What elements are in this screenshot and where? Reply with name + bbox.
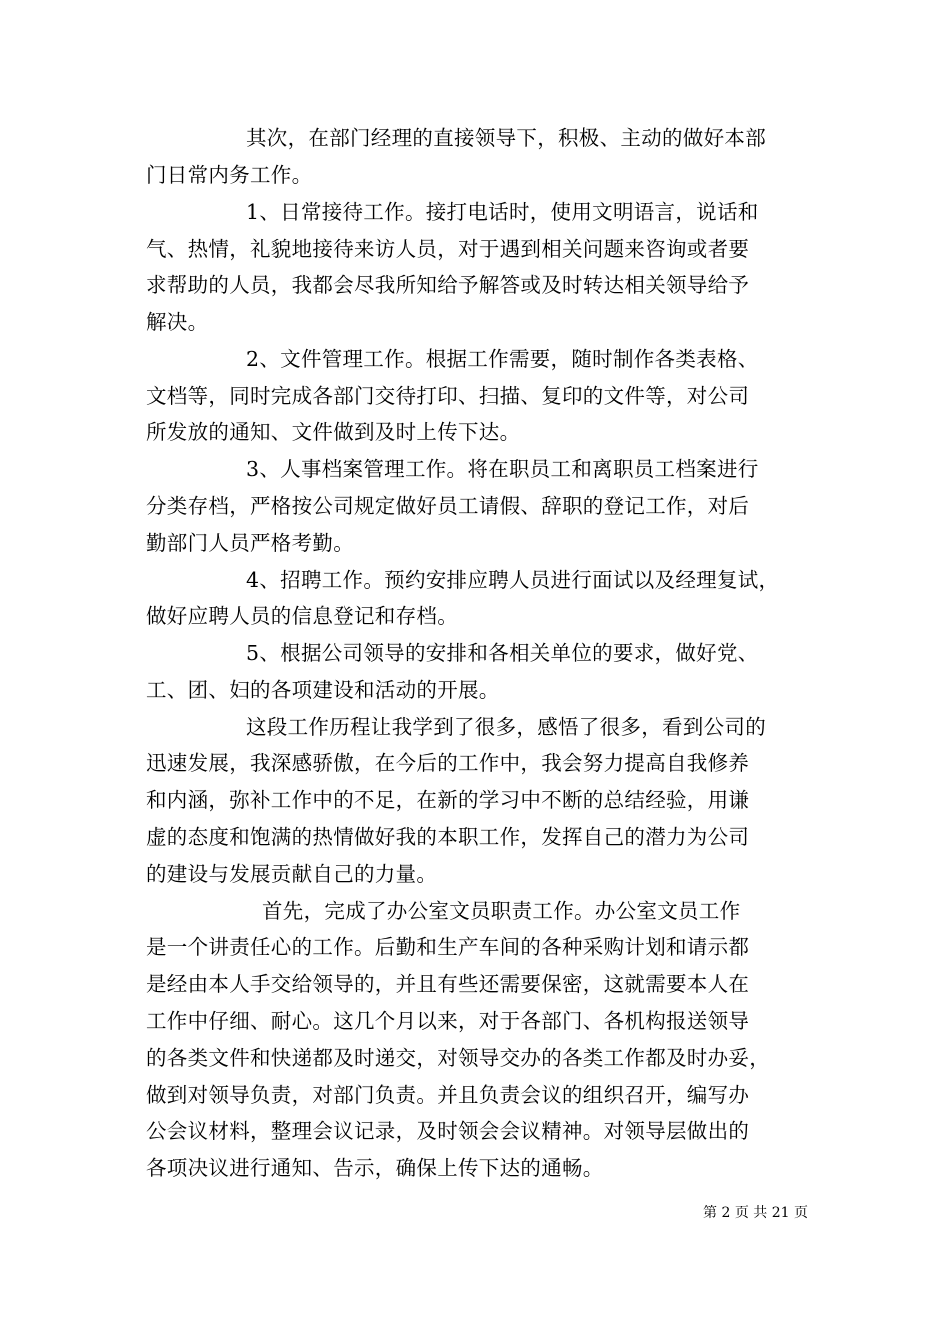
paragraph-line: 公会议材料，整理会议记录，及时领会会议精神。对领导层做出的 — [146, 1119, 750, 1143]
paragraph-line: 这段工作历程让我学到了很多，感悟了很多，看到公司的 — [246, 715, 766, 739]
paragraph-line: 解决。 — [146, 310, 209, 334]
page-number-footer: 第 2 页 共 21 页 — [703, 1205, 808, 1221]
paragraph-line: 2、文件管理工作。根据工作需要，随时制作各类表格、 — [246, 347, 759, 371]
paragraph-line: 所发放的通知、文件做到及时上传下达。 — [146, 420, 521, 444]
paragraph-line: 文档等，同时完成各部门交待打印、扫描、复印的文件等，对公司 — [146, 384, 750, 408]
paragraph-line: 5、根据公司领导的安排和各相关单位的要求，做好党、 — [246, 641, 759, 665]
paragraph-line: 做到对领导负责，对部门负责。并且负责会议的组织召开，编写办 — [146, 1083, 750, 1107]
paragraph-line: 3、人事档案管理工作。将在职员工和离职员工档案进行 — [246, 457, 759, 481]
paragraph-line: 分类存档，严格按公司规定做好员工请假、辞职的登记工作，对后 — [146, 494, 750, 518]
paragraph-line: 工、团、妇的各项建设和活动的开展。 — [146, 678, 500, 702]
paragraph-line: 各项决议进行通知、告示，确保上传下达的通畅。 — [146, 1156, 604, 1180]
paragraph-line: 首先，完成了办公室文员职责工作。办公室文员工作 — [262, 899, 741, 923]
paragraph-line: 气、热情，礼貌地接待来访人员，对于遇到相关问题来咨询或者要 — [146, 237, 750, 261]
paragraph-line: 做好应聘人员的信息登记和存档。 — [146, 604, 458, 628]
paragraph-line: 的各类文件和快递都及时递交，对领导交办的各类工作都及时办妥， — [146, 1046, 770, 1070]
paragraph-line: 是一个讲责任心的工作。后勤和生产车间的各种采购计划和请示都 — [146, 935, 750, 959]
paragraph-line: 其次，在部门经理的直接领导下，积极、主动的做好本部 — [246, 126, 766, 150]
paragraph-line: 迅速发展，我深感骄傲，在今后的工作中，我会努力提高自我修养 — [146, 751, 750, 775]
paragraph-line: 求帮助的人员，我都会尽我所知给予解答或及时转达相关领导给予 — [146, 273, 750, 297]
paragraph-line: 是经由本人手交给领导的，并且有些还需要保密，这就需要本人在 — [146, 972, 750, 996]
paragraph-line: 的建设与发展贡献自己的力量。 — [146, 862, 438, 886]
paragraph-line: 门日常内务工作。 — [146, 163, 313, 187]
paragraph-line: 和内涵，弥补工作中的不足，在新的学习中不断的总结经验，用谦 — [146, 788, 750, 812]
paragraph-line: 勤部门人员严格考勤。 — [146, 531, 354, 555]
paragraph-line: 虚的态度和饱满的热情做好我的本职工作，发挥自己的潜力为公司 — [146, 825, 750, 849]
paragraph-line: 4、招聘工作。预约安排应聘人员进行面试以及经理复试， — [246, 568, 780, 592]
paragraph-line: 工作中仔细、耐心。这几个月以来，对于各部门、各机构报送领导 — [146, 1009, 750, 1033]
paragraph-line: 1、日常接待工作。接打电话时，使用文明语言，说话和 — [246, 200, 759, 224]
